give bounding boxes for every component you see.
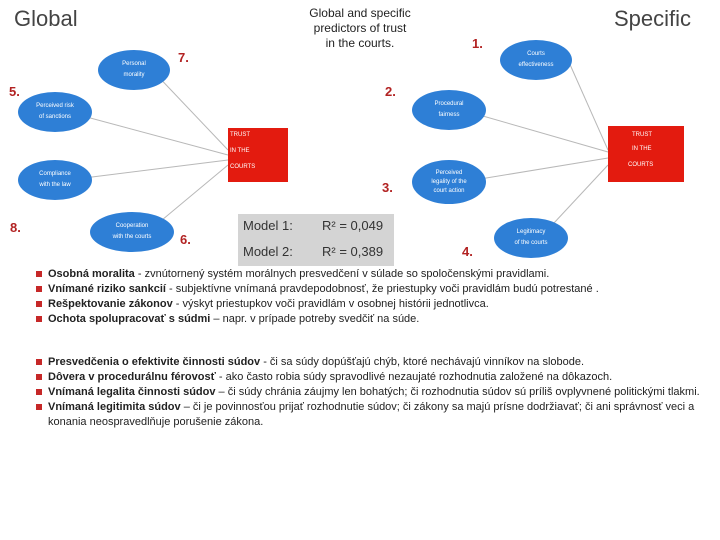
label-8: 8. <box>10 220 21 235</box>
bubble-cooperation: Cooperation with the courts <box>90 212 174 252</box>
trust-box-specific: TRUST IN THE COURTS <box>608 126 684 182</box>
model-1-value: R² = 0,049 <box>322 218 384 233</box>
global-heading: Global <box>14 6 78 31</box>
arrow-sanctions <box>68 112 228 155</box>
label-4: 4. <box>462 244 473 259</box>
model-2-value: R² = 0,389 <box>322 244 384 259</box>
bubble-legitimacy: Legitimacy of the courts <box>494 218 568 258</box>
bubble-perceived-legality: Perceived legality of the court action <box>412 160 486 204</box>
label-7: 7. <box>178 50 189 65</box>
bubble-risk-of-sanctions: Perceived risk of sanctions <box>18 92 92 132</box>
list-item: Vnímaná legalita činnosti súdov – či súdy chránia záujmy len bohatých; či rozhodnutia súdov sú príliš ovplyvnené politickými tlakmi. <box>36 385 716 400</box>
list-item: Vnímané riziko sankcií - subjektívne vnímaná pravdepodobnosť, že priestupky voči pravidlám budú potrestané . <box>36 282 716 297</box>
label-5: 5. <box>9 84 20 99</box>
label-3: 3. <box>382 180 393 195</box>
trust-box-global: TRUST IN THE COURTS <box>228 128 288 182</box>
list-item: Vnímaná legitimita súdov – či je povinnosťou prijať rozhodnutie súdov; či zákony sa majú prísne dodržiavať; či ani správnosť veci a konania neospravedlňuje porušenie zákona. <box>36 400 716 430</box>
arrow-effectiveness <box>568 60 608 150</box>
bubble-compliance: Compliance with the law <box>18 160 92 200</box>
list-item: Rešpektovanie zákonov - výskyt priestupkov voči pravidlám v osobnej histórii jednotlivca. <box>36 297 716 312</box>
bubble-procedural-fairness: Procedural fairness <box>412 90 486 130</box>
model-2-label: Model 2: <box>243 244 293 259</box>
list-item: Osobná moralita - zvnútornený systém morálnych presvedčení v súlade so spoločenskými pravidlami. <box>36 267 716 282</box>
list-item: Dôvera v procedurálnu férovosť - ako často robia súdy spravodlivé nezaujaté rozhodnutia založené na dôkazoch. <box>36 370 716 385</box>
list-item: Presvedčenia o efektivite činnosti súdov - či sa súdy dopúšťajú chýb, ktoré nechávajú vinníkov na slobode. <box>36 355 716 370</box>
bubble-courts-effectiveness: Courts effectiveness <box>500 40 572 80</box>
label-6: 6. <box>180 232 191 247</box>
definitions-list <box>36 267 716 430</box>
model-results-box <box>238 214 394 266</box>
diagram-title: Global and specific predictors of trust in the courts. <box>309 6 411 50</box>
model-1-label: Model 1: <box>243 218 293 233</box>
bubble-personal-morality: Personal morality <box>98 50 170 90</box>
label-2: 2. <box>385 84 396 99</box>
arrow-compliance <box>68 160 228 180</box>
specific-heading: Specific <box>614 6 692 31</box>
label-1: 1. <box>472 36 483 51</box>
list-item: Ochota spolupracovať s súdmi – napr. v prípade potreby svedčiť na súde. <box>36 312 716 327</box>
